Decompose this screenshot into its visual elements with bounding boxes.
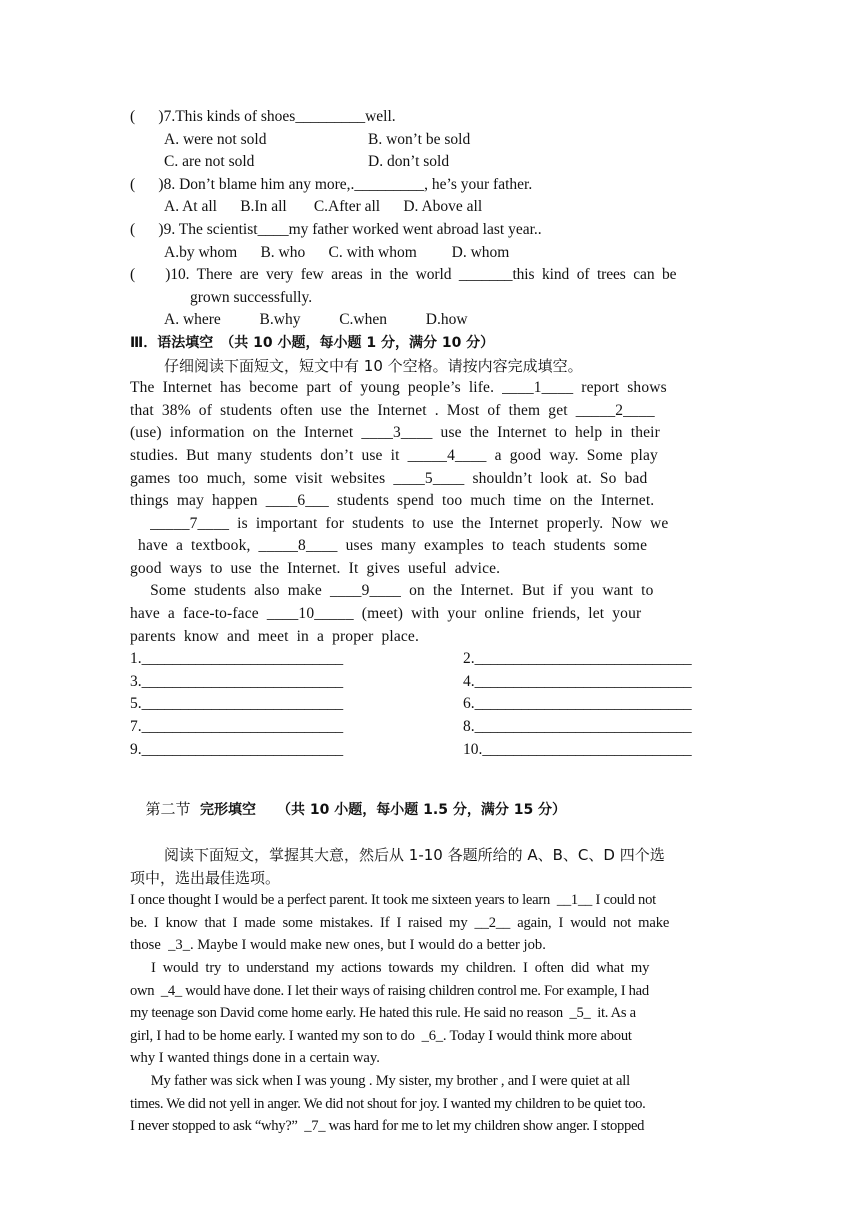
- passage-line: have a textbook, _____8____ uses many examples to teach students some: [130, 537, 648, 555]
- passage-line: I never stopped to ask “why?” _7_ was hard for me to let my children show anger. I stopped: [130, 1118, 645, 1135]
- question-9: ( )9. The scientist____my father worked went abroad last year..: [130, 220, 542, 238]
- cloze-heading-section: 第二节: [145, 799, 201, 818]
- grammar-heading: Ⅲ．语法填空 （共 10 小题，每小题 1 分，满分 10 分）: [130, 334, 495, 351]
- passage-line: _____7____ is important for students to use the Internet properly. Now we: [130, 514, 669, 532]
- question-10-continued: grown successfully.: [190, 288, 313, 306]
- passage-line: parents know and meet in a proper place.: [130, 627, 419, 645]
- option-a: A. were not sold: [164, 130, 267, 148]
- cloze-heading: [130, 775, 733, 844]
- answer-blank-10[interactable]: 10.___________________________: [463, 740, 692, 758]
- question-8-options: A. At all B.In all C.After all D. Above all: [164, 198, 483, 216]
- passage-line: (use) information on the Internet ____3____ use the Internet to help in their: [130, 424, 660, 442]
- question-7-options: [130, 129, 733, 174]
- grammar-passage: [130, 377, 733, 648]
- answer-blank-6[interactable]: 6.____________________________: [463, 695, 692, 713]
- cloze-instruction-2: 项中，选出最佳选项。: [130, 868, 281, 887]
- answer-blank-5[interactable]: 5.__________________________: [130, 695, 344, 713]
- passage-line: I would try to understand my actions towards my children. I often did what my: [130, 959, 650, 976]
- passage-line: why I wanted things done in a certain way.: [130, 1050, 380, 1067]
- passage-line: studies. But many students don’t use it _____4____ a good way. Some play: [130, 446, 658, 464]
- passage-line: those _3_. Maybe I would make new ones, but I would do a better job.: [130, 937, 546, 954]
- option-c: C. are not sold: [164, 153, 255, 171]
- exam-page: [130, 106, 733, 1138]
- passage-line: good ways to use the Internet. It gives useful advice.: [130, 559, 501, 577]
- passage-line: that 38% of students often use the Internet . Most of them get _____2____: [130, 401, 655, 419]
- answer-blank-9[interactable]: 9.__________________________: [130, 740, 344, 758]
- cloze-heading-title: 完形填空 （共 10 小题，每小题 1.5 分，满分 15 分）: [200, 801, 567, 818]
- grammar-instruction: 仔细阅读下面短文，短文中有 10 个空格。请按内容完成填空。: [164, 356, 583, 375]
- passage-line: The Internet has become part of young people’s life. ____1____ report shows: [130, 379, 667, 397]
- passage-line: girl, I had to be home early. I wanted my son to do _6_. Today I would think more about: [130, 1027, 632, 1044]
- question-8: ( )8. Don’t blame him any more,._________, he’s your father.: [130, 175, 533, 193]
- answer-blank-2[interactable]: 2.____________________________: [463, 650, 692, 668]
- cloze-instruction-1: 阅读下面短文，掌握其大意，然后从 1-10 各题所给的 A、B、C、D 四个选: [164, 846, 665, 864]
- answer-blank-7[interactable]: 7.__________________________: [130, 718, 344, 736]
- passage-line: Some students also make ____9____ on the Internet. But if you want to: [130, 582, 654, 600]
- passage-line: times. We did not yell in anger. We did not shout for joy. I wanted my children to be quiet too.: [130, 1095, 646, 1112]
- answer-blank-1[interactable]: 1.__________________________: [130, 650, 344, 668]
- question-10-options: A. where B.why C.when D.how: [164, 311, 468, 329]
- passage-line: my teenage son David come home early. He hated this rule. He said no reason _5_ it. As a: [130, 1005, 636, 1022]
- passage-line: be. I know that I made some mistakes. If I raised my __2__ again, I would not make: [130, 914, 670, 931]
- passage-line: I once thought I would be a perfect parent. It took me sixteen years to learn __1__ I could not: [130, 892, 656, 909]
- option-d: D. don’t sold: [368, 153, 450, 171]
- question-10: ( )10. There are very few areas in the world _______this kind of trees can be: [130, 266, 677, 284]
- passage-line: things may happen ____6___ students spend too much time on the Internet.: [130, 492, 655, 510]
- answer-blank-3[interactable]: 3.__________________________: [130, 672, 344, 690]
- question-9-options: A.by whom B. who C. with whom D. whom: [164, 243, 510, 261]
- passage-line: have a face-to-face ____10_____ (meet) with your online friends, let your: [130, 605, 642, 623]
- option-b: B. won’t be sold: [368, 130, 471, 148]
- answer-blank-4[interactable]: 4.____________________________: [463, 672, 692, 690]
- passage-line: My father was sick when I was young . My sister, my brother , and I were quiet at all: [130, 1072, 630, 1089]
- answer-blanks: [130, 648, 733, 761]
- passage-line: own _4_ would have done. I let their ways of raising children control me. For example, I had: [130, 982, 649, 999]
- answer-blank-8[interactable]: 8.____________________________: [463, 718, 692, 736]
- question-7: ( )7.This kinds of shoes_________well.: [130, 108, 396, 125]
- passage-line: games too much, some visit websites ____5____ shouldn’t look at. So bad: [130, 469, 648, 487]
- cloze-passage: [130, 889, 733, 1138]
